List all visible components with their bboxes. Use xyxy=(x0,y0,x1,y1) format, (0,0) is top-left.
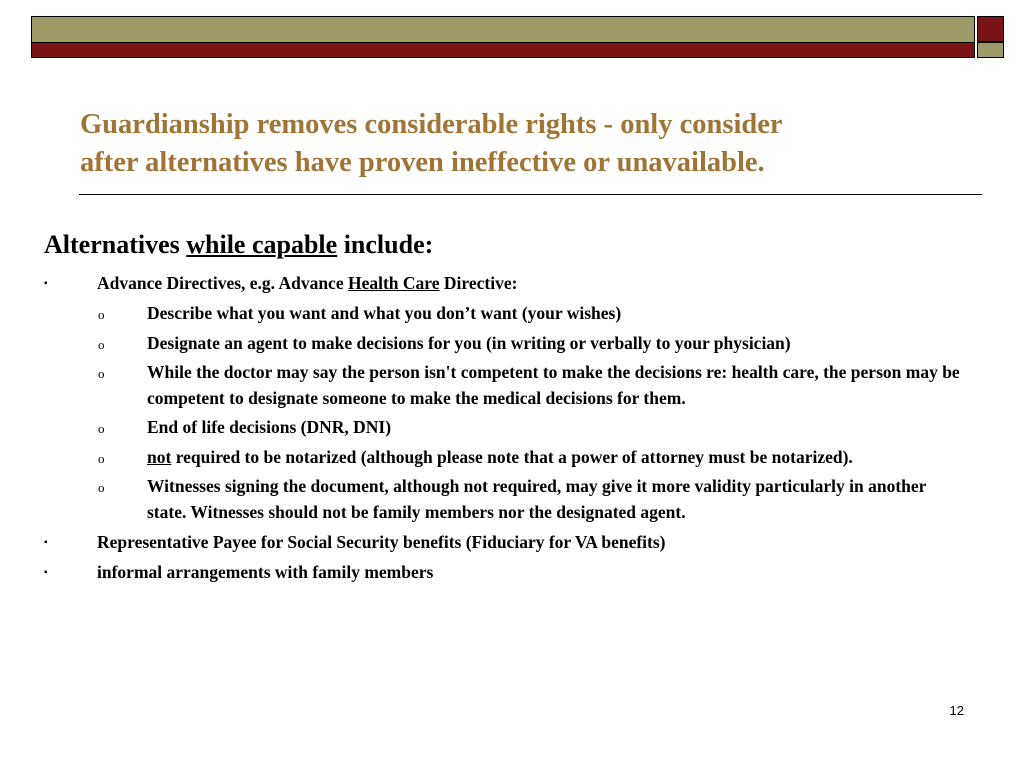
circle-bullet-icon: o xyxy=(98,336,105,352)
representative-payee-text: Representative Payee for Social Security benefits (Fiduciary for VA benefits) xyxy=(97,532,666,552)
sub-bullet-end-of-life-text: End of life decisions (DNR, DNI) xyxy=(147,417,392,437)
sub-bullet-wishes-text: Describe what you want and what you don’t want (your wishes) xyxy=(147,303,622,323)
header-bar xyxy=(31,16,975,58)
slide-title-line-1: Guardianship removes considerable rights - only consider xyxy=(80,109,783,140)
sub-bullet-end-of-life xyxy=(44,415,964,441)
corner-square-olive xyxy=(977,42,1004,58)
sub-bullet-witnesses-text: Witnesses signing the document, although not required, may give it more validity particularly in another state. Witnesses should not be family members nor the designated agent. xyxy=(147,476,927,522)
sub-bullet-doctor xyxy=(44,360,964,411)
sub-bullet-notarized-text: required to be notarized (although please note that a power of attorney must be notarized). xyxy=(171,446,853,467)
informal-arrangements-text: informal arrangements with family members xyxy=(97,562,434,582)
sub-bullet-notarized xyxy=(44,445,964,471)
circle-bullet-icon: o xyxy=(98,307,105,322)
sub-bullet-witnesses xyxy=(44,474,964,525)
slide-title-line-2: after alternatives have proven ineffective or unavailable. xyxy=(80,147,765,178)
header-maroon-stripe xyxy=(32,43,974,57)
circle-bullet-icon: o xyxy=(98,450,105,466)
page-number: 12 xyxy=(949,703,964,718)
slide-title xyxy=(80,106,960,182)
header-olive-stripe xyxy=(32,17,974,43)
circle-bullet-icon: o xyxy=(98,480,105,495)
advance-directives-text-before: Advance Directives, e.g. Advance xyxy=(97,273,348,293)
advance-directives-underlined-text: Health Care xyxy=(347,273,440,293)
square-bullet-icon: ▪ xyxy=(44,567,48,578)
corner-square-maroon xyxy=(977,16,1004,42)
circle-bullet-icon: o xyxy=(98,421,105,436)
bullet-informal-arrangements xyxy=(44,560,964,585)
heading-text-after: include: xyxy=(337,230,434,259)
sub-bullet-agent xyxy=(44,331,964,357)
bullet-representative-payee xyxy=(44,530,964,555)
sub-bullet-doctor-text: While the doctor may say the person isn't competent to make the decisions re: health care, the person may be competent to designate someone to make the medical decisions for them. xyxy=(147,362,960,408)
heading-text-before: Alternatives xyxy=(44,230,187,259)
sub-bullet-notarized-underlined: not xyxy=(147,446,172,467)
slide-body xyxy=(44,224,964,590)
square-bullet-icon: ▪ xyxy=(44,537,48,548)
sub-bullet-wishes xyxy=(44,301,964,327)
circle-bullet-icon: o xyxy=(98,366,105,381)
bullet-advance-directives xyxy=(44,271,964,296)
heading-underlined-text: while capable xyxy=(186,230,338,259)
square-bullet-icon: ▪ xyxy=(44,278,48,289)
title-divider xyxy=(79,194,982,195)
section-heading xyxy=(44,224,964,266)
advance-directives-text-after: Directive: xyxy=(439,273,518,293)
sub-bullet-agent-text: Designate an agent to make decisions for you (in writing or verbally to your physician) xyxy=(147,332,791,353)
